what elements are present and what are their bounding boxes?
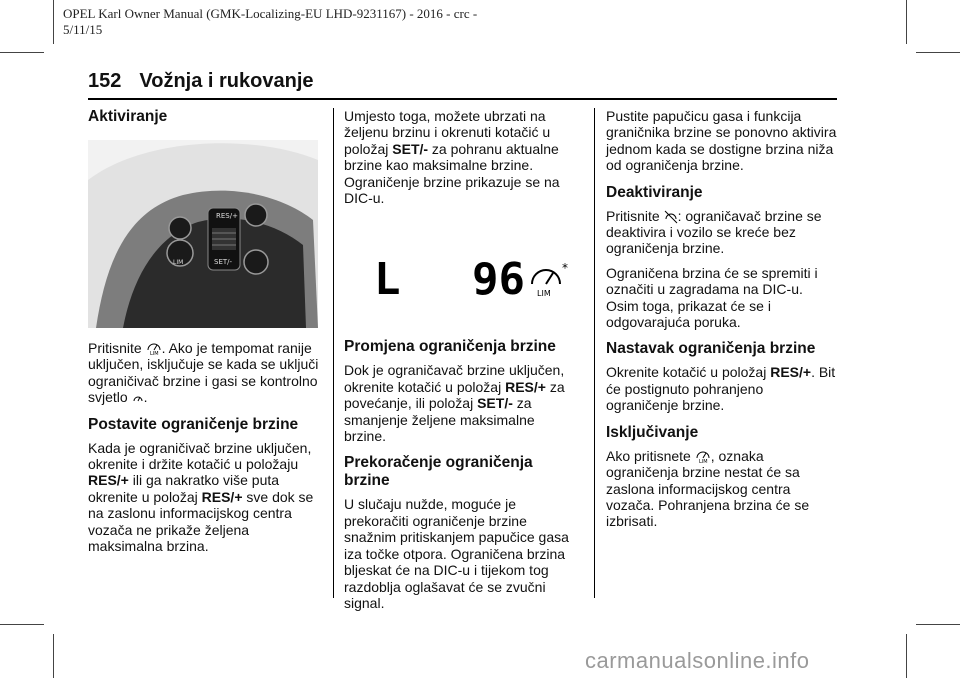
paragraph: Okrenite kotačić u položaj RES/+. Bit će postignuto pohranjeno ograničenje brzine. (606, 364, 836, 414)
limiter-off-icon (664, 210, 678, 224)
dic-left-char: L (374, 254, 401, 306)
steering-wheel-illustration (88, 140, 318, 328)
crop-mark (0, 624, 44, 625)
header-rule (88, 98, 837, 100)
column-1 (88, 108, 324, 562)
res-label: RES/+ (216, 212, 238, 220)
heading-iskljucivanje: Isključivanje (606, 423, 699, 441)
crop-mark (916, 52, 960, 53)
column-divider (333, 108, 334, 598)
paragraph: U slučaju nužde, moguće je prekoračiti ograničenje brzine snažnim pritiskanjem papučice gasa iza točke otpora. Ograničena brzina bljeskat će na DIC-u i tijekom tog razdoblja oglašavat će se zvučni signal. (344, 496, 569, 611)
heading-deaktiviranje: Deaktiviranje (606, 183, 703, 201)
meta-line-2: 5/11/15 (63, 22, 103, 37)
paragraph: Pustite papučicu gasa i funkcija graničnika brzine se ponovno aktivira jednom kada se dostigne brzina niža od ograničenja brzine. (606, 108, 837, 174)
dic-star: * (562, 261, 568, 276)
dic-lim: LIM (537, 289, 551, 299)
meta-line-1: OPEL Karl Owner Manual (GMK-Localizing-EU LHD-9231167) - 2016 - crc - (63, 6, 478, 21)
page-number: 152 (88, 70, 122, 92)
paragraph: Dok je ograničavač brzine uključen, okrenite kotačić u položaj RES/+ za povećanje, ili položaj SET/- za smanjenje željene maksimalne brzine. (344, 362, 565, 445)
document-meta (63, 6, 477, 38)
heading-aktiviranje: Aktiviranje (88, 108, 168, 125)
column-2 (344, 108, 580, 619)
crop-mark (906, 0, 907, 44)
heading-nastavak: Nastavak ograničenja brzine (606, 340, 816, 358)
heading-postavite: Postavite ograničenje brzine (88, 415, 299, 433)
crop-mark (916, 624, 960, 625)
dic-speed: 96 (472, 254, 525, 306)
paragraph: Pritisnite LIM . Ako je tempomat ranije uključen, isključuje se kada se uključi ograničivač brzine i gasi se kontrolno svjetlo . (88, 340, 319, 406)
page-header (88, 70, 314, 93)
column-3 (606, 108, 838, 538)
crop-mark (53, 0, 54, 44)
watermark: carmanualsonline.info (585, 648, 810, 673)
paragraph: Ako pritisnete LIM , oznaka ograničenja brzine nestat će sa zaslona informacijskog centra vozača. Pohranjena brzina će se izbrisati. (606, 447, 810, 530)
heading-prekoracenje: Prekoračenje ograničenja brzine (344, 454, 533, 490)
svg-text:LIM: LIM (149, 351, 159, 356)
dic-display-illustration (344, 226, 574, 326)
set-label: SET/- (214, 258, 233, 266)
column-divider (594, 108, 595, 598)
crop-mark (0, 52, 44, 53)
paragraph: Ograničena brzina će se spremiti i označiti u zagradama na DIC-u. Osim toga, prikazat će se i odgovarajuća poruka. (606, 264, 818, 331)
speed-limiter-icon (695, 448, 711, 464)
speed-limiter-icon (146, 340, 162, 356)
crop-mark (53, 634, 54, 678)
paragraph: Kada je ograničivač brzine uključen, okrenite i držite kotačić u položaju RES/+ ili ga nakratko više puta okrenite u položaj RES/+ sve dok se na zaslonu informacijskog centra vozača ne prikaže željena maksimalna brzina. (88, 439, 314, 555)
limiter-warning-light-icon (132, 393, 144, 405)
paragraph: Umjesto toga, možete ubrzati na željenu brzinu i okrenuti kotačić u položaj SET/- za pohranu aktualne brzine kao maksimalne brzine. Ograničenje brzine prikazuje se na DIC-u. (344, 108, 560, 207)
crop-mark (906, 634, 907, 678)
heading-promjena: Promjena ograničenja brzine (344, 338, 556, 356)
paragraph: Pritisnite : ograničavač brzine se deaktivira i vozilo se kreće bez ograničenja brzine. (606, 207, 822, 257)
section-title: Vožnja i rukovanje (139, 70, 314, 92)
lim-label: LIM (173, 259, 184, 266)
svg-text:LIM: LIM (698, 458, 708, 464)
